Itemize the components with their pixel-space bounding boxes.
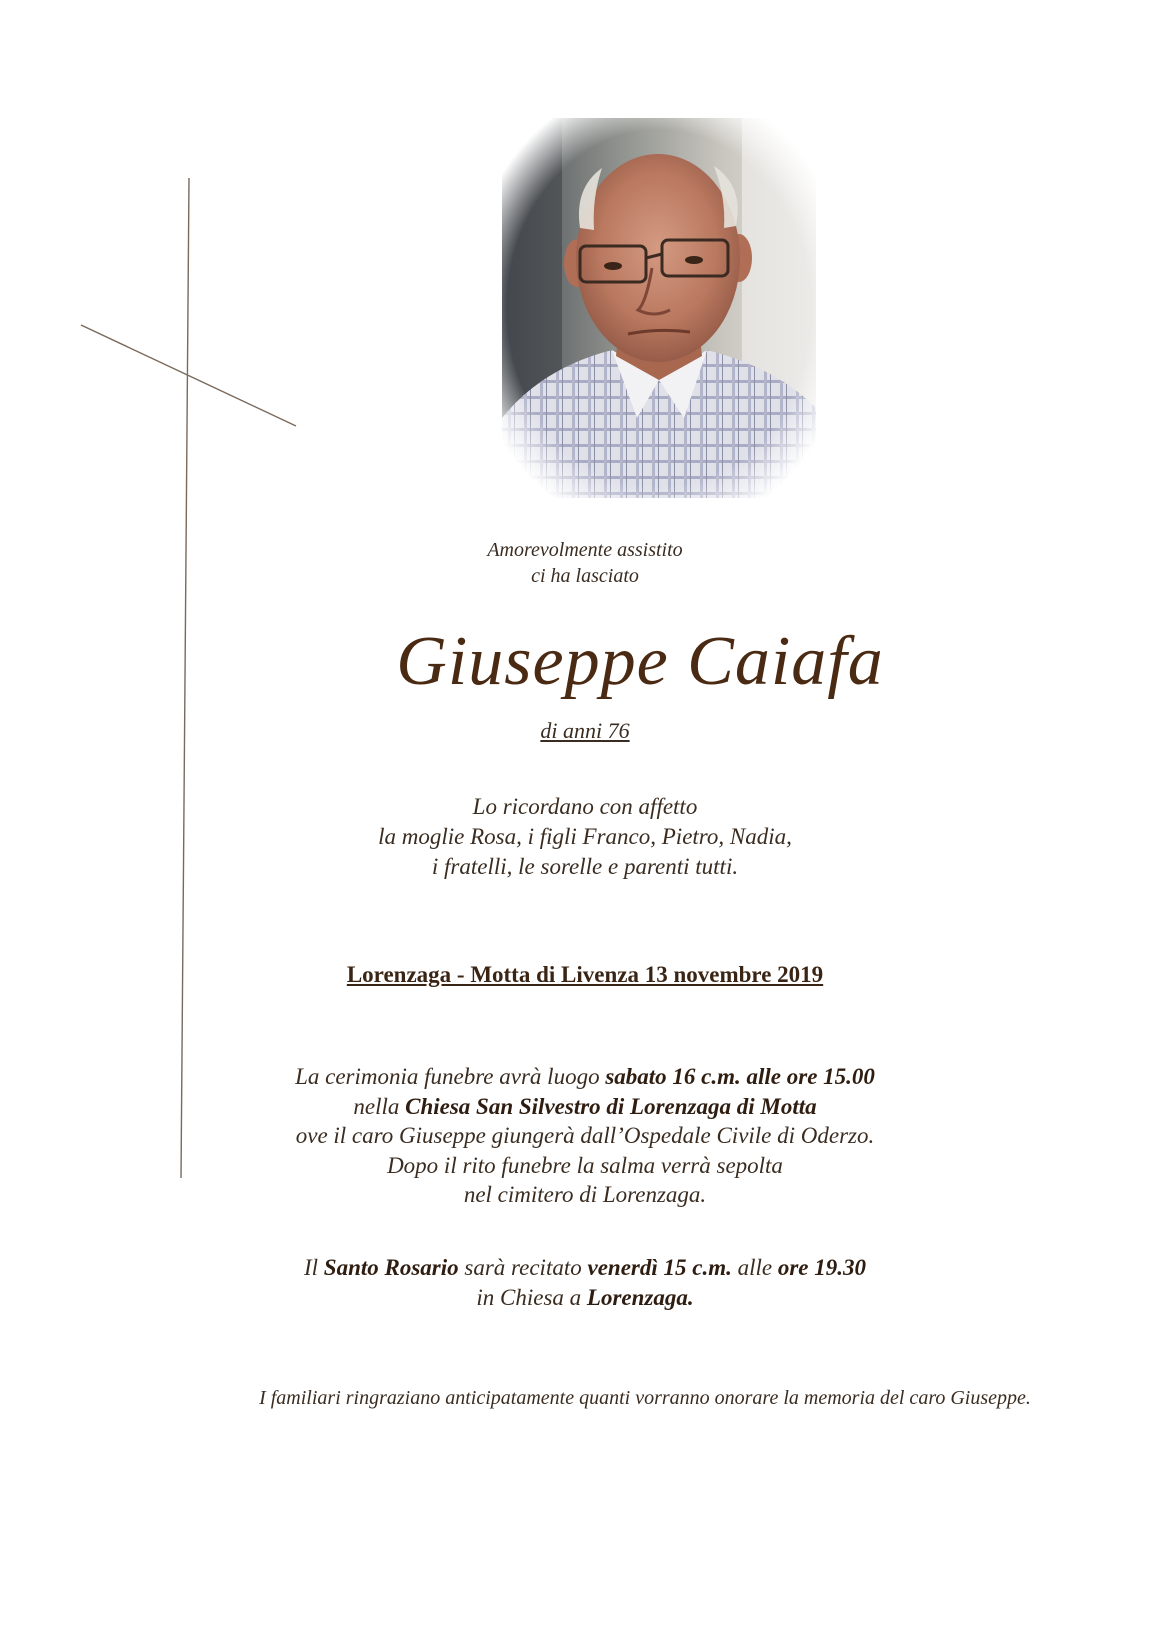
rosary-announcement	[0, 1253, 1170, 1312]
ceremony-text: nella	[353, 1093, 406, 1119]
ceremony-line-5: nel cimitero di Lorenzaga.	[463, 1182, 707, 1207]
rosary-text: sarà recitato	[458, 1255, 588, 1280]
remembrance-line: i fratelli, le sorelle e parenti tutti.	[431, 854, 739, 879]
age-text: di anni 76	[540, 718, 630, 743]
ceremony-announcement	[0, 1062, 1170, 1210]
rosary-time: ore 19.30	[777, 1255, 867, 1280]
rosary-text: in Chiesa a	[476, 1284, 587, 1310]
remembrance-line: la moglie Rosa, i figli Franco, Pietro, Nadia,	[378, 824, 792, 849]
deceased-name: Giuseppe Caiafa	[396, 623, 884, 700]
rosary-text: Il	[303, 1255, 324, 1280]
ceremony-line-3: ove il caro Giuseppe giungerà dall’Ospedale Civile di Oderzo.	[295, 1123, 875, 1148]
rosary-title: Santo Rosario	[323, 1255, 459, 1280]
intro-text	[0, 537, 1170, 589]
rosary-line-2	[0, 1283, 1170, 1313]
ceremony-line-2	[0, 1092, 1170, 1122]
cross-icon	[0, 0, 320, 1200]
ceremony-line-1	[0, 1062, 1170, 1092]
age-line	[0, 718, 1170, 744]
rosary-place: Lorenzaga.	[586, 1284, 694, 1310]
remembrance-text	[0, 792, 1170, 882]
portrait-photo	[502, 118, 816, 498]
intro-line: ci ha lasciato	[531, 565, 639, 587]
ceremony-datetime: sabato 16 c.m. alle ore 15.00	[605, 1064, 875, 1089]
thanks-note: I familiari ringraziano anticipatamente quanti vorranno onorare la memoria del caro Giuseppe.	[259, 1387, 1031, 1409]
rosary-text: alle	[731, 1255, 778, 1280]
ceremony-line-4: Dopo il rito funebre la salma verrà sepolta	[387, 1152, 783, 1178]
place-date-text: Lorenzaga - Motta di Livenza 13 novembre 2019	[346, 962, 824, 987]
remembrance-line: Lo ricordano con affetto	[472, 794, 698, 819]
rosary-line-1	[0, 1253, 1170, 1283]
place-date	[0, 962, 1170, 988]
ceremony-church: Chiesa San Silvestro di Lorenzaga di Motta	[405, 1093, 817, 1119]
ceremony-text: La cerimonia funebre avrà luogo	[295, 1064, 606, 1089]
intro-line: Amorevolmente assistito	[487, 539, 683, 561]
rosary-date: venerdì 15 c.m.	[587, 1255, 732, 1280]
